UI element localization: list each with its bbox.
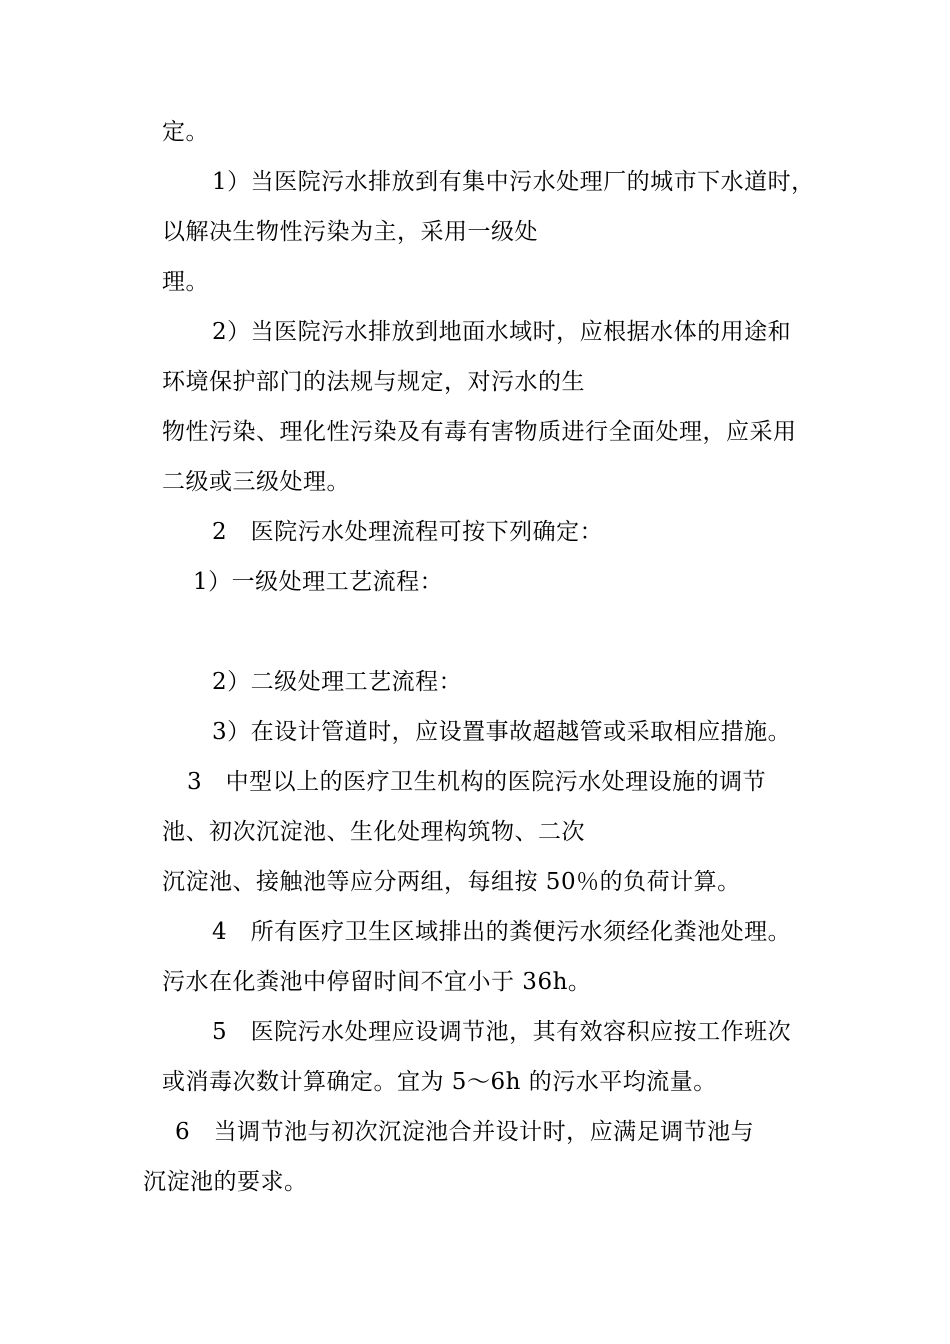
text-line: 定。 [162, 119, 209, 145]
text-line: 4 所有医疗卫生区域排出的粪便污水须经化粪池处理。 [212, 919, 792, 945]
text-line: 以解决生物性污染为主，采用一级处 [162, 219, 538, 245]
text-line: 5 医院污水处理应设调节池，其有效容积应按工作班次 [212, 1019, 792, 1045]
text-line: 1）当医院污水排放到有集中污水处理厂的城市下水道时， [212, 169, 815, 195]
text-line: 2）当医院污水排放到地面水域时，应根据水体的用途和 [212, 319, 792, 345]
text-line: 1）一级处理工艺流程： [193, 569, 444, 595]
text-line: 环境保护部门的法规与规定，对污水的生 [162, 369, 585, 395]
text-line: 污水在化粪池中停留时间不宜小于 36h。 [162, 969, 592, 995]
text-line: 沉淀池的要求。 [143, 1169, 308, 1195]
text-line: 3 中型以上的医疗卫生机构的医院污水处理设施的调节 [187, 769, 767, 795]
text-line: 2 医院污水处理流程可按下列确定： [212, 519, 604, 545]
text-line: 或消毒次数计算确定。宜为 5～6h 的污水平均流量。 [162, 1069, 717, 1095]
text-line: 池、初次沉淀池、生化处理构筑物、二次 [162, 819, 585, 845]
text-line: 3）在设计管道时，应设置事故超越管或采取相应措施。 [212, 719, 792, 745]
text-line: 2）二级处理工艺流程： [212, 669, 463, 695]
text-line: 沉淀池、接触池等应分两组，每组按 50％的负荷计算。 [162, 869, 741, 895]
text-line: 6 当调节池与初次沉淀池合并设计时，应满足调节池与 [175, 1119, 755, 1145]
text-line: 物性污染、理化性污染及有毒有害物质进行全面处理，应采用 [162, 419, 797, 445]
text-line: 二级或三级处理。 [162, 469, 350, 495]
text-line: 理。 [162, 269, 209, 295]
